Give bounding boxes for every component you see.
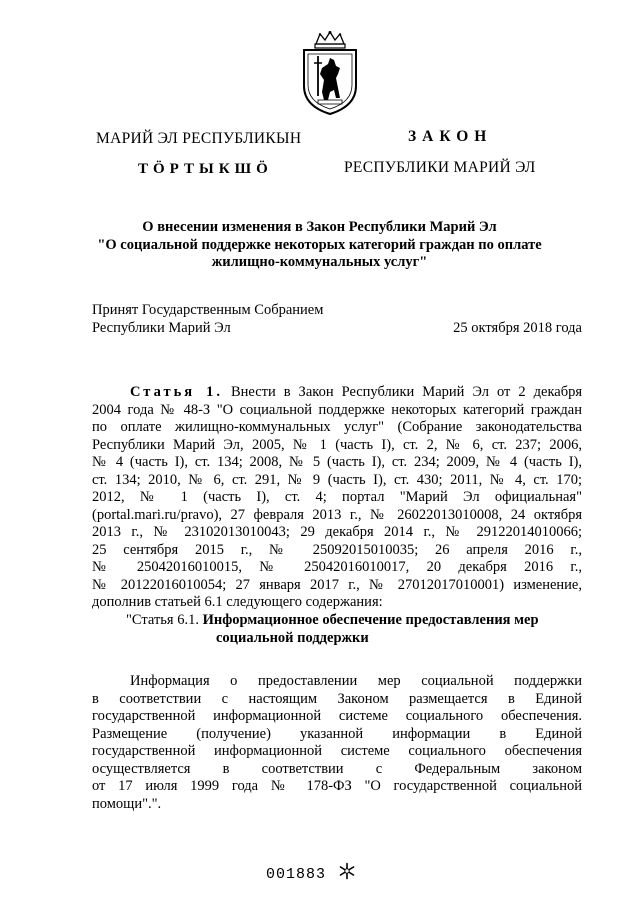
article-1-line: (portal.mari.ru/pravo), 27 февраля 2013 г., № 26022013010008, 24 октября — [92, 506, 582, 523]
paragraph-line: государственной информационной системе социального обеспечения. — [92, 708, 582, 724]
document-title — [40, 219, 599, 272]
article-1-label: Статья 1. — [130, 384, 223, 400]
title-line1: О внесении изменения в Закон Республики Марий Эл — [142, 219, 497, 235]
paragraph-line: помощи".". — [92, 795, 162, 812]
article-6-1-paragraph — [92, 673, 582, 813]
article-1-line: 2004 года № 48-З "О социальной поддержке некоторых категорий граждан — [92, 401, 582, 418]
article-1-line: 2013 г., № 23102013010043; 29 декабря 2014 г., № 29122014010066; — [92, 524, 582, 540]
article-1-line: Республики Марий Эл, 2005, № 1 (часть I), ст. 2, № 6, ст. 237; 2006, — [92, 436, 582, 453]
title-line3: жилищно-коммунальных услуг" — [211, 254, 428, 270]
adoption-block — [92, 302, 582, 337]
adopted-line1: Принят Государственным Собранием — [92, 302, 324, 318]
header-right-line2: РЕСПУБЛИКИ МАРИЙ ЭЛ — [344, 159, 536, 176]
header-left-line2: ТӦРТЫКШӦ — [138, 161, 273, 177]
article-1-line: № 4 (часть I), ст. 134; 2008, № 5 (часть I), ст. 234; 2009, № 4 (часть I), — [92, 454, 582, 470]
coat-of-arms-icon — [298, 30, 362, 116]
article-1-line: по оплате жилищно-коммунальных услуг" (Собрание законодательства — [92, 419, 582, 435]
title-line2: "О социальной поддержке некоторых категорий граждан по оплате — [97, 236, 542, 253]
article-1-line: ст. 134; 2010, № 6, ст. 291, № 9 (часть I), ст. 430; 2011, № 4, ст. 170; — [92, 471, 582, 488]
paragraph-line: Информация о предоставлении мер социальной поддержки — [130, 673, 582, 689]
article-1-line: 2012, № 1 (часть I), ст. 4; портал "Марий Эл официальная" — [92, 489, 582, 505]
article-6-1-heading-line1: Информационное обеспечение предоставления мер — [202, 612, 539, 628]
header-left-line1: МАРИЙ ЭЛ РЕСПУБЛИКЫН — [96, 130, 302, 147]
paragraph-line: осуществляется в соответствии с Федеральным законом — [92, 760, 582, 777]
article-6-1-prefix: "Статья 6.1. — [126, 612, 199, 628]
serial-number: 001883 — [266, 866, 327, 883]
article-1-line: дополнив статьей 6.1 следующего содержания: — [92, 594, 383, 610]
article-6-1-heading — [126, 612, 582, 647]
asterisk-star-icon — [338, 862, 356, 880]
paragraph-line: от 17 июля 1999 года № 178-ФЗ "О государственной социальной — [92, 778, 582, 794]
article-6-1-heading-line2: социальной поддержки — [216, 629, 369, 646]
article-1-line: Внести в Закон Республики Марий Эл от 2 декабря — [230, 384, 583, 400]
article-1-line: № 25042016010015, № 25042016010017, 20 декабря 2016 г., — [92, 559, 582, 575]
paragraph-line: Размещение (получение) указанной информации в Единой — [92, 725, 582, 742]
article-1-line: № 20122016010054; 27 января 2017 г., № 27012017010001) изменение, — [92, 576, 582, 593]
article-1-line: 25 сентября 2015 г., № 25092015010035; 26 апреля 2016 г., — [92, 541, 582, 558]
paragraph-line: в соответствии с настоящим Законом размещается в Единой — [92, 690, 582, 707]
adopted-line2: Республики Марий Эл — [92, 319, 231, 336]
header-right-line1: ЗАКОН — [408, 128, 493, 145]
paragraph-line: государственной информационной системе социального обеспечения — [92, 743, 582, 759]
adoption-date: 25 октября 2018 года — [453, 319, 582, 336]
article-1 — [92, 384, 582, 612]
